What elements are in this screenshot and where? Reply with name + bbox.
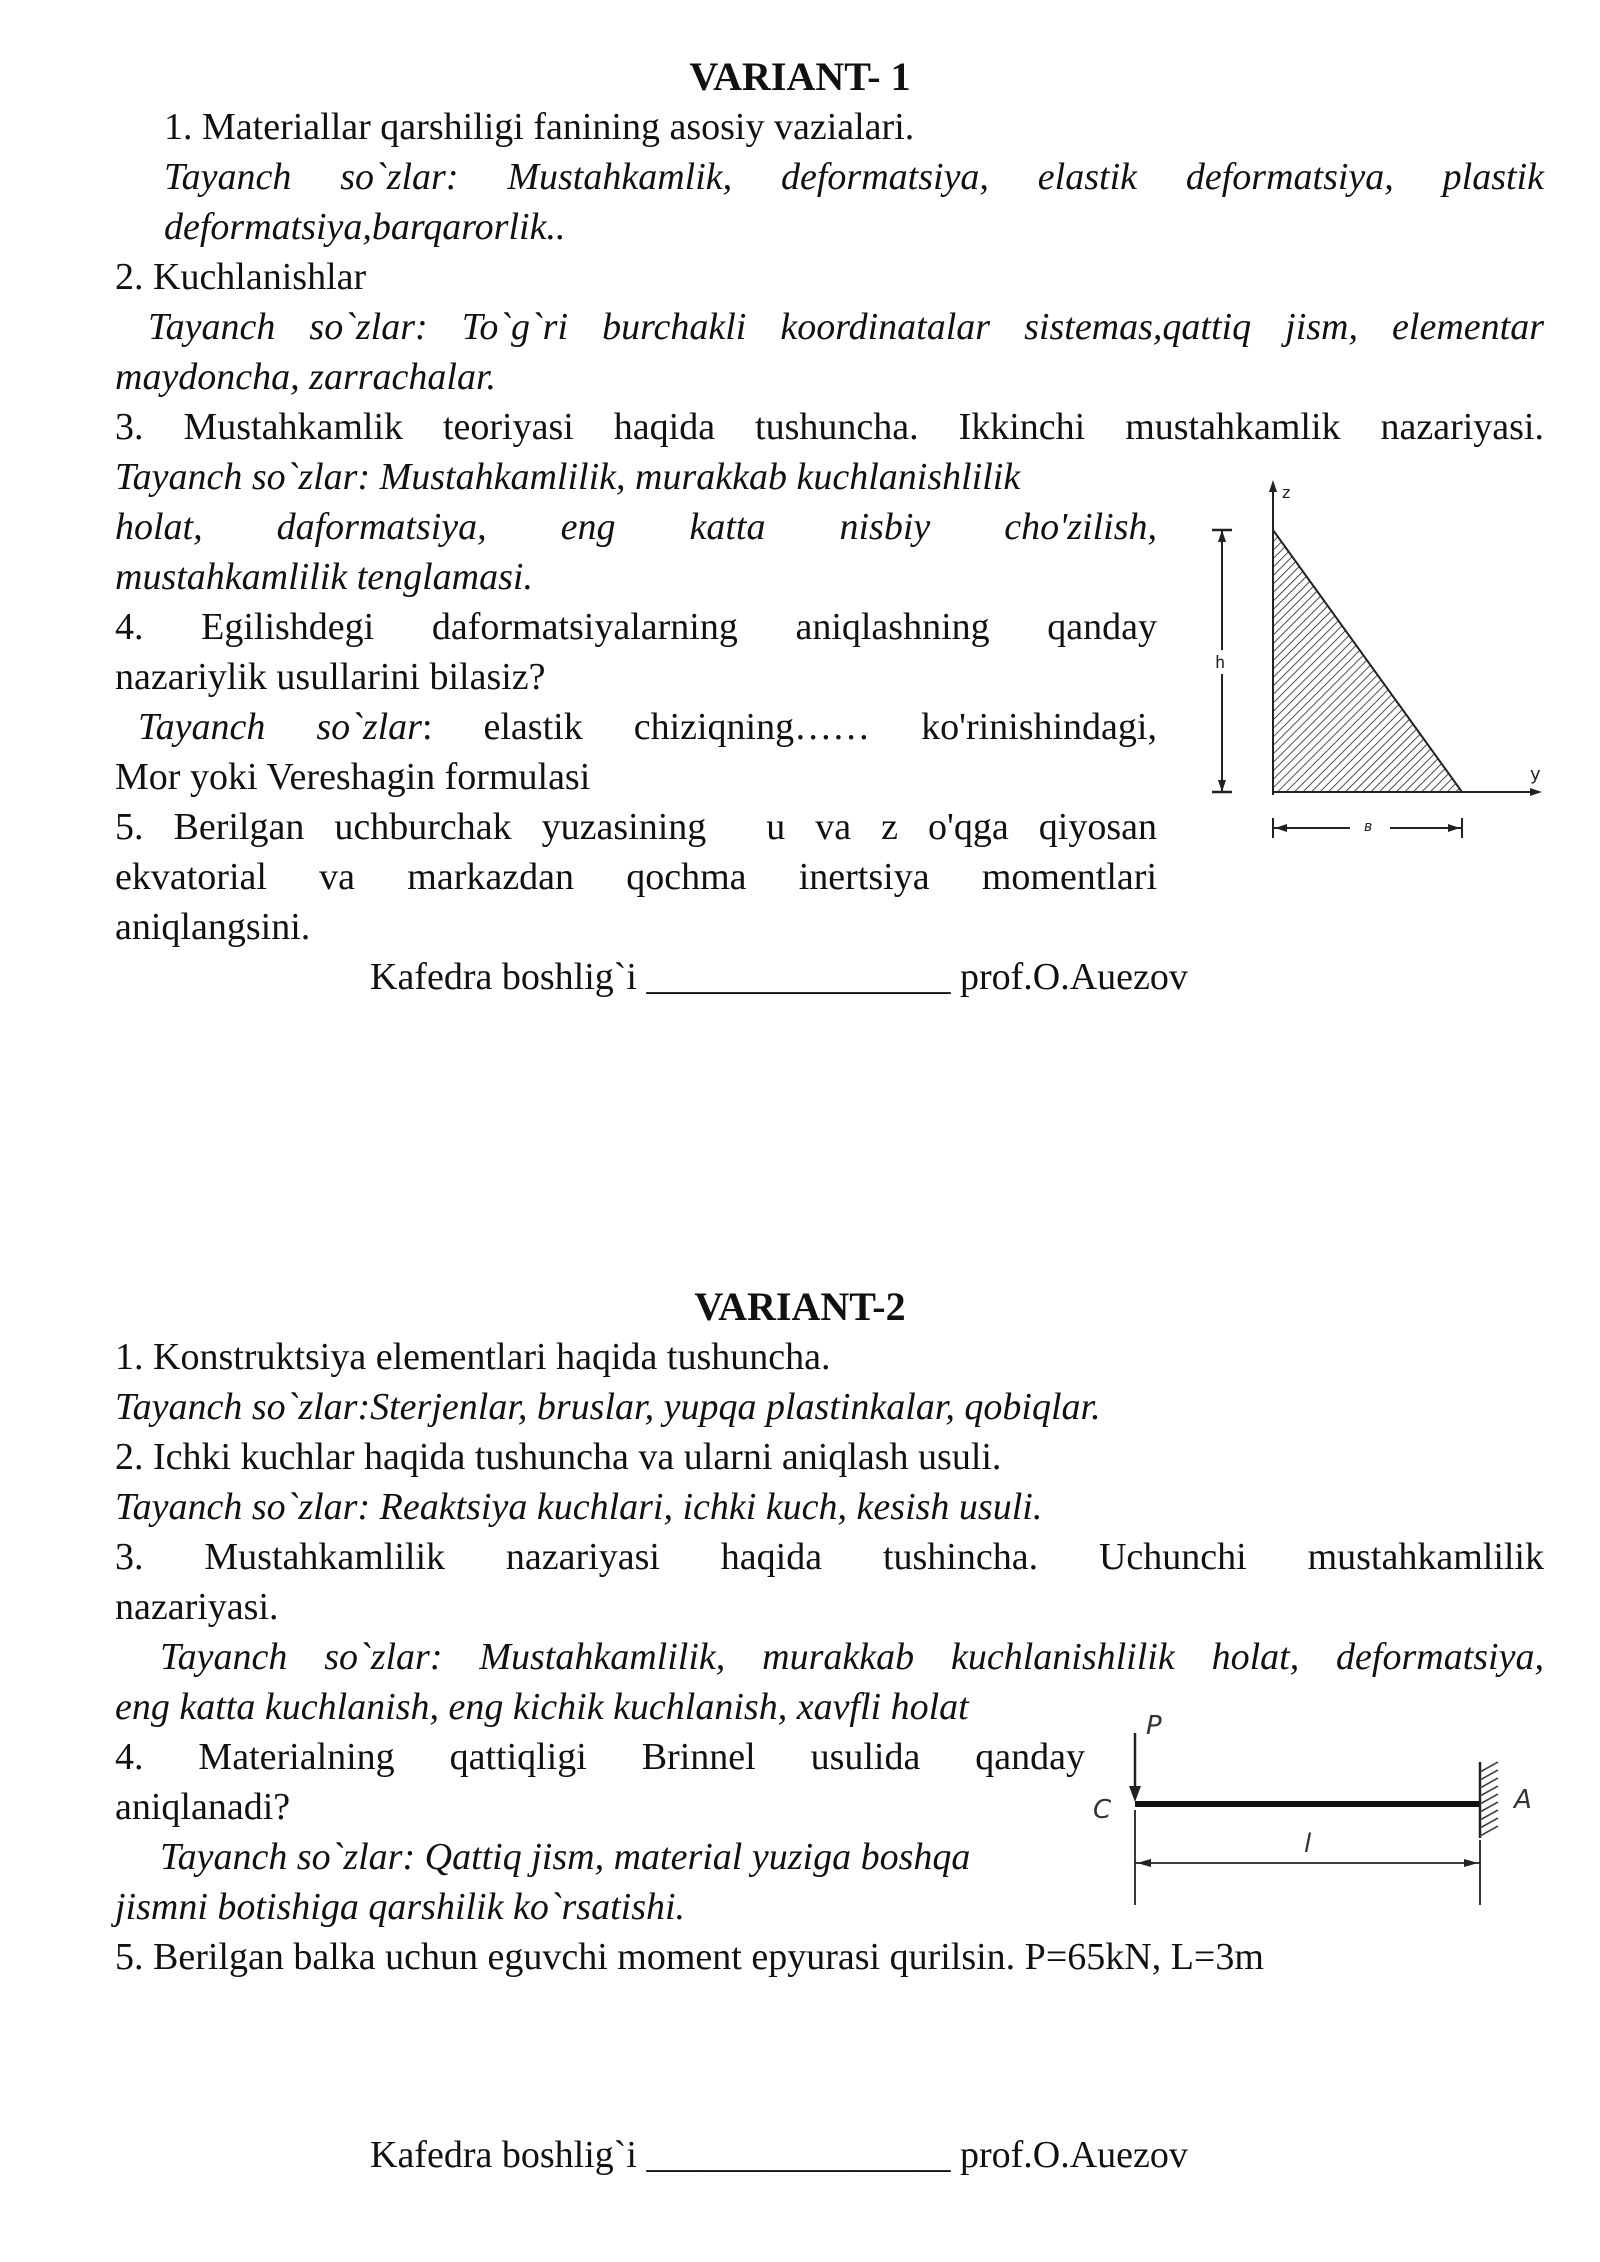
v2-question-5: 5. Berilgan balka uchun eguvchi moment epyurasi qurilsin. P=65kN, L=3m [115, 1936, 1264, 1978]
v2-keywords-4b: jismni botishiga qarshilik ko`rsatishi. [115, 1886, 686, 1928]
v2-keywords-4-label: Tayanch so`zlar [160, 1836, 403, 1878]
v1-keywords-2b: maydoncha, zarrachalar. [115, 356, 497, 398]
v2-keywords-4-rest: : Qattiq jism, material yuziga boshqa [402, 1836, 971, 1878]
v1-signature [370, 952, 1188, 1002]
v2-question-3a: 3. Mustahkamlilik nazariyasi haqida tushincha. Uchunchi mustahkamlilik [115, 1536, 1544, 1578]
v2-question-3b: nazariyasi. [115, 1586, 279, 1628]
variant-2-title: VARIANT-2 [694, 1284, 906, 1329]
v1-keywords-4-label: Tayanch so`zlar [138, 706, 422, 748]
v2-keywords-3a [160, 1632, 1544, 1682]
v1-question-4b: nazariylik usullarini bilasiz? [115, 656, 546, 698]
v2-keywords-3-rest: : Mustahkamlilik, murakkab kuchlanishlilik holat, deformatsiya, [429, 1636, 1544, 1678]
v1-question-4a: 4. Egilishdegi daformatsiyalarning aniqlashning qanday [115, 606, 1157, 648]
v2-keywords-4a [160, 1832, 970, 1882]
v1-keywords-1b: deformatsiya,barqarorlik.. [164, 206, 566, 248]
v2-question-4a: 4. Materialning qattiqligi Brinnel usulida qanday [115, 1736, 1085, 1778]
v2-keywords-2 [115, 1482, 1042, 1532]
v2-keywords-1 [115, 1382, 1101, 1432]
v2-question-1: 1. Konstruktsiya elementlari haqida tushuncha. [115, 1336, 831, 1378]
v1-keywords-3c: mustahkamlilik tenglamasi. [115, 556, 533, 598]
v2-keywords-1-rest: :Sterjenlar, bruslar, yupqa plastinkalar, qobiqlar. [357, 1386, 1101, 1428]
y-axis-label: y [1530, 764, 1541, 785]
height-label: h [1215, 653, 1226, 673]
v1-keywords-2a: Tayanch so`zlar: To`g`ri burchakli koordinatalar sistemas,qattiq jism, elementar [148, 306, 1544, 348]
v1-question-3: 3. Mustahkamlik teoriyasi haqida tushuncha. Ikkinchi mustahkamlik nazariyasi. [115, 406, 1544, 448]
v2-keywords-3b: eng katta kuchlanish, eng kichik kuchlanish, xavfli holat [115, 1686, 969, 1728]
v2-keywords-1-label: Tayanch so`zlar [115, 1386, 358, 1428]
v2-question-4b: aniqlanadi? [115, 1786, 291, 1828]
width-label: в [1364, 819, 1373, 835]
v2-signature-label: Kafedra boshlig`i [370, 2134, 637, 2176]
width-arrow-left-icon [1275, 824, 1287, 832]
load-arrow-icon [1129, 1786, 1141, 1802]
v1-keywords-3b: holat, daformatsiya, eng katta nisbiy cho'zilish, [115, 506, 1157, 548]
cantilever-beam-figure [1080, 1700, 1560, 1915]
v2-question-2: 2. Ichki kuchlar haqida tushuncha va ularni aniqlash usuli. [115, 1436, 1002, 1478]
height-arrow-top-icon [1218, 530, 1226, 542]
v2-keywords-2-rest: : Reaktsiya kuchlari, ichki kuch, kesish usuli. [357, 1486, 1043, 1528]
z-axis-label: z [1282, 483, 1291, 502]
v1-signature-line: ________________ [646, 956, 951, 998]
v1-signature-label: Kafedra boshlig`i [370, 956, 637, 998]
z-axis-arrow-icon [1269, 480, 1277, 492]
fixed-support-hatch [1480, 1762, 1498, 1836]
width-arrow-right-icon [1448, 824, 1460, 832]
v1-question-1: 1. Materiallar qarshiligi fanining asosiy vazialari. [164, 106, 915, 148]
v1-question-5b: ekvatorial va markazdan qochma inertsiya momentlari [115, 856, 1157, 898]
triangle-section-figure [1200, 470, 1560, 860]
v2-signature-name: prof.O.Auezov [959, 2134, 1188, 2176]
length-arrow-right-icon [1464, 1859, 1478, 1867]
v1-question-5c: aniqlangsini. [115, 906, 311, 948]
height-arrow-bottom-icon [1218, 780, 1226, 792]
hatched-triangle [1273, 530, 1462, 792]
free-end-label: C [1093, 1795, 1112, 1825]
v1-keywords-4-rest: : elastik chiziqning…… ko'rinishindagi, [421, 706, 1157, 748]
v1-signature-name: prof.O.Auezov [959, 956, 1188, 998]
v1-keywords-3a: Tayanch so`zlar: Mustahkamlilik, murakkab kuchlanishlilik [115, 456, 1021, 498]
v2-keywords-2-label: Tayanch so`zlar [115, 1486, 358, 1528]
support-label: A [1514, 1785, 1532, 1815]
length-arrow-left-icon [1137, 1859, 1151, 1867]
v1-keywords-4a [138, 702, 1157, 752]
v1-question-5a: 5. Berilgan uchburchak yuzasining u va z o'qga qiyosan [115, 806, 1157, 848]
variant-1-title: VARIANT- 1 [689, 54, 911, 99]
v2-keywords-3-label: Tayanch so`zlar [160, 1636, 430, 1678]
load-label: P [1146, 1711, 1162, 1741]
v1-keywords-1a: Tayanch so`zlar: Mustahkamlik, deformatsiya, elastik deformatsiya, plastik [164, 156, 1544, 198]
v2-signature [370, 2130, 1188, 2180]
v1-question-2: 2. Kuchlanishlar [115, 256, 367, 298]
v2-signature-line: ________________ [646, 2134, 951, 2176]
length-label: l [1304, 1829, 1312, 1859]
v1-keywords-4b: Mor yoki Vereshagin formulasi [115, 756, 591, 798]
y-axis-arrow-icon [1530, 788, 1542, 796]
